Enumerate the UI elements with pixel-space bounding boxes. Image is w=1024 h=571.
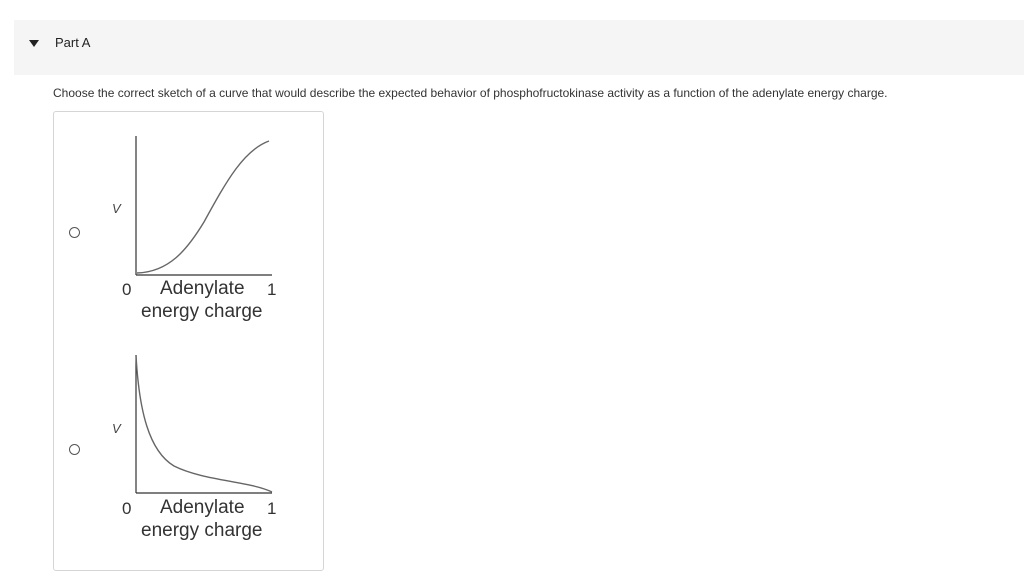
x-axis-start-label: 0	[122, 499, 132, 518]
decay-curve	[136, 355, 272, 492]
y-axis-label: V	[112, 201, 121, 216]
x-axis-label-line1: Adenylate	[160, 278, 245, 299]
x-axis-label-line1: Adenylate	[160, 497, 245, 518]
x-axis-label-line2: energy charge	[141, 520, 263, 541]
part-title: Part A	[55, 35, 91, 50]
choice-2-graph	[109, 331, 324, 549]
choice-option-1[interactable]	[54, 112, 325, 332]
y-axis-label: V	[112, 421, 121, 436]
x-axis-label-line2: energy charge	[141, 301, 263, 322]
part-a-header[interactable]	[14, 20, 1024, 75]
choice-option-2[interactable]	[54, 331, 325, 551]
question-text: Choose the correct sketch of a curve that would describe the expected behavior of phosphofructokinase activity as a function of the adenylate energy charge.	[53, 86, 888, 100]
choice-2-radio[interactable]	[69, 444, 80, 455]
x-axis-start-label: 0	[122, 280, 132, 299]
x-axis-end-label: 1	[267, 280, 277, 299]
sigmoid-curve	[137, 141, 269, 273]
choice-1-graph	[109, 112, 324, 330]
answer-choices	[53, 111, 324, 571]
x-axis-end-label: 1	[267, 499, 277, 518]
collapse-triangle-icon[interactable]	[29, 40, 39, 48]
choice-1-radio[interactable]	[69, 227, 80, 238]
